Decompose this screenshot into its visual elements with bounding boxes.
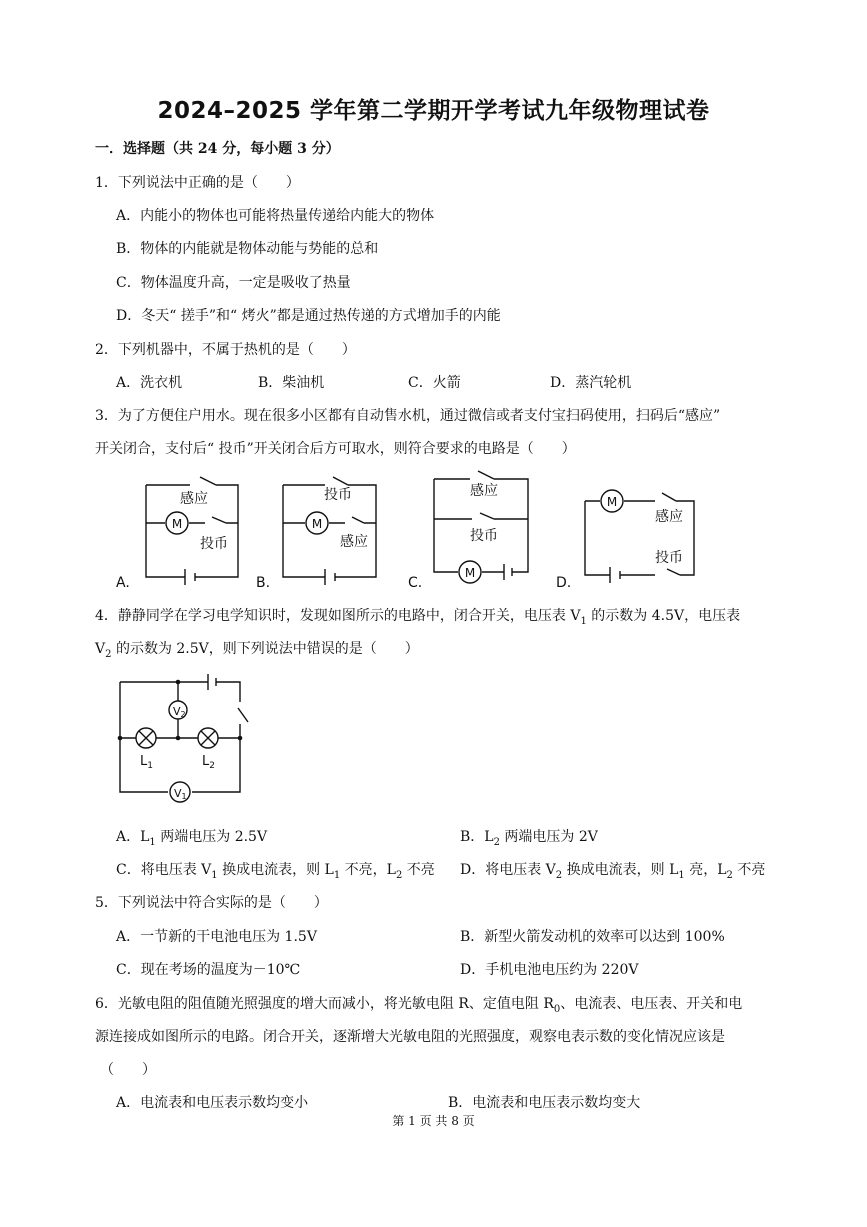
q1-option-d[interactable]: D．冬天“ 搓手”和“ 烤火”都是通过热传递的方式增加手的内能 [116, 308, 501, 324]
v2-symbol: V2 [173, 705, 186, 719]
q2-option-d[interactable]: D．蒸汽轮机 [550, 375, 632, 391]
motor-symbol: M [464, 566, 476, 580]
q4-option-a[interactable]: A．$L_1$ 两端电压为 2.5V [116, 829, 268, 848]
q1-option-a[interactable]: A．内能小的物体也可能将热量传递给内能大的物体 [116, 208, 435, 224]
coin-switch-label: 投币 [470, 528, 498, 544]
q6-option-a[interactable]: A．电流表和电压表示数均变小 [116, 1095, 309, 1111]
q5-option-a[interactable]: A．一节新的干电池电压为 1.5V [116, 929, 317, 945]
q5-option-b[interactable]: B．新型火箭发动机的效率可以达到 100% [460, 929, 725, 945]
q6-stem-line3: （ ） [100, 1062, 156, 1078]
q2-option-a[interactable]: A．洗衣机 [116, 375, 183, 391]
coin-switch-label: 投币 [324, 487, 352, 503]
q6-option-b[interactable]: B．电流表和电压表示数均变大 [448, 1095, 641, 1111]
sensor-switch-label: 感应 [655, 509, 683, 525]
q3-option-a-label[interactable]: A. [116, 575, 130, 591]
q3-stem-line1: 3．为了方便住户用水。现在很多小区都有自动售水机，通过微信或者支付宝扫码使用，扫码后“感应” [95, 408, 721, 424]
q2-option-c[interactable]: C．火箭 [408, 375, 461, 391]
q3-circuit-figures [0, 465, 867, 595]
sensor-switch-label: 感应 [470, 483, 498, 499]
q3-option-b-label[interactable]: B. [256, 575, 271, 591]
q4-circuit-figure [100, 668, 270, 808]
v1-symbol: V1 [174, 787, 187, 801]
sensor-switch-label: 感应 [180, 491, 208, 507]
motor-symbol: M [311, 517, 323, 531]
sensor-switch-label: 感应 [340, 534, 368, 550]
q1-stem: 1．下列说法中正确的是（ ） [95, 175, 300, 191]
q4-stem-line1: 4．静静同学在学习电学知识时，发现如图所示的电路中，闭合开关，电压表 $V_1$ 的示数为 4.5V，电压表 [95, 608, 741, 627]
q1-option-b[interactable]: B．物体的内能就是物体动能与势能的总和 [116, 241, 379, 257]
page-title: 2024–2025 学年第二学期开学考试九年级物理试卷 [157, 98, 710, 124]
motor-symbol: M [171, 517, 183, 531]
q2-option-b[interactable]: B．柴油机 [258, 375, 325, 391]
coin-switch-label: 投币 [200, 536, 228, 552]
page-footer: 第 1 页 共 8 页 [392, 1114, 475, 1128]
q1-option-c[interactable]: C．物体温度升高，一定是吸收了热量 [116, 275, 351, 291]
coin-switch-label: 投币 [655, 550, 683, 566]
q6-stem-line2: 源连接成如图所示的电路。闭合开关，逐渐增大光敏电阻的光照强度，观察电表示数的变化情况应该是 [95, 1029, 725, 1045]
q5-option-c[interactable]: C．现在考场的温度为－10℃ [116, 962, 301, 978]
l1-label: $L_1$ [140, 754, 153, 771]
q3-stem-line2: 开关闭合，支付后“ 投币”开关闭合后方可取水，则符合要求的电路是（ ） [95, 441, 576, 457]
q4-option-c[interactable]: C．将电压表 $V_1$ 换成电流表，则 $L_1$ 不亮，$L_2$ 不亮 [116, 862, 435, 881]
q3-option-c-label[interactable]: C. [408, 575, 423, 591]
q5-option-d[interactable]: D．手机电池电压约为 220V [460, 962, 639, 978]
q5-stem: 5．下列说法中符合实际的是（ ） [95, 895, 328, 911]
l2-label: $L_2$ [202, 754, 215, 771]
motor-symbol: M [606, 495, 618, 509]
q4-stem-line2: $V_2$ 的示数为 2.5V，则下列说法中错误的是（ ） [95, 641, 419, 660]
q3-option-d-label[interactable]: D. [556, 575, 572, 591]
q2-stem: 2．下列机器中，不属于热机的是（ ） [95, 342, 356, 358]
q4-option-d[interactable]: D．将电压表 $V_2$ 换成电流表，则 $L_1$ 亮，$L_2$ 不亮 [460, 862, 766, 881]
section-heading: 一．选择题（共 24 分，每小题 3 分） [95, 141, 340, 157]
q6-stem-line1: 6．光敏电阻的阻值随光照强度的增大而减小，将光敏电阻 R、定值电阻 $R_0$、电流表、电压表、开关和电 [95, 996, 743, 1015]
q3-circuit-d[interactable] [585, 490, 694, 583]
q4-option-b[interactable]: B．$L_2$ 两端电压为 2V [460, 829, 598, 848]
